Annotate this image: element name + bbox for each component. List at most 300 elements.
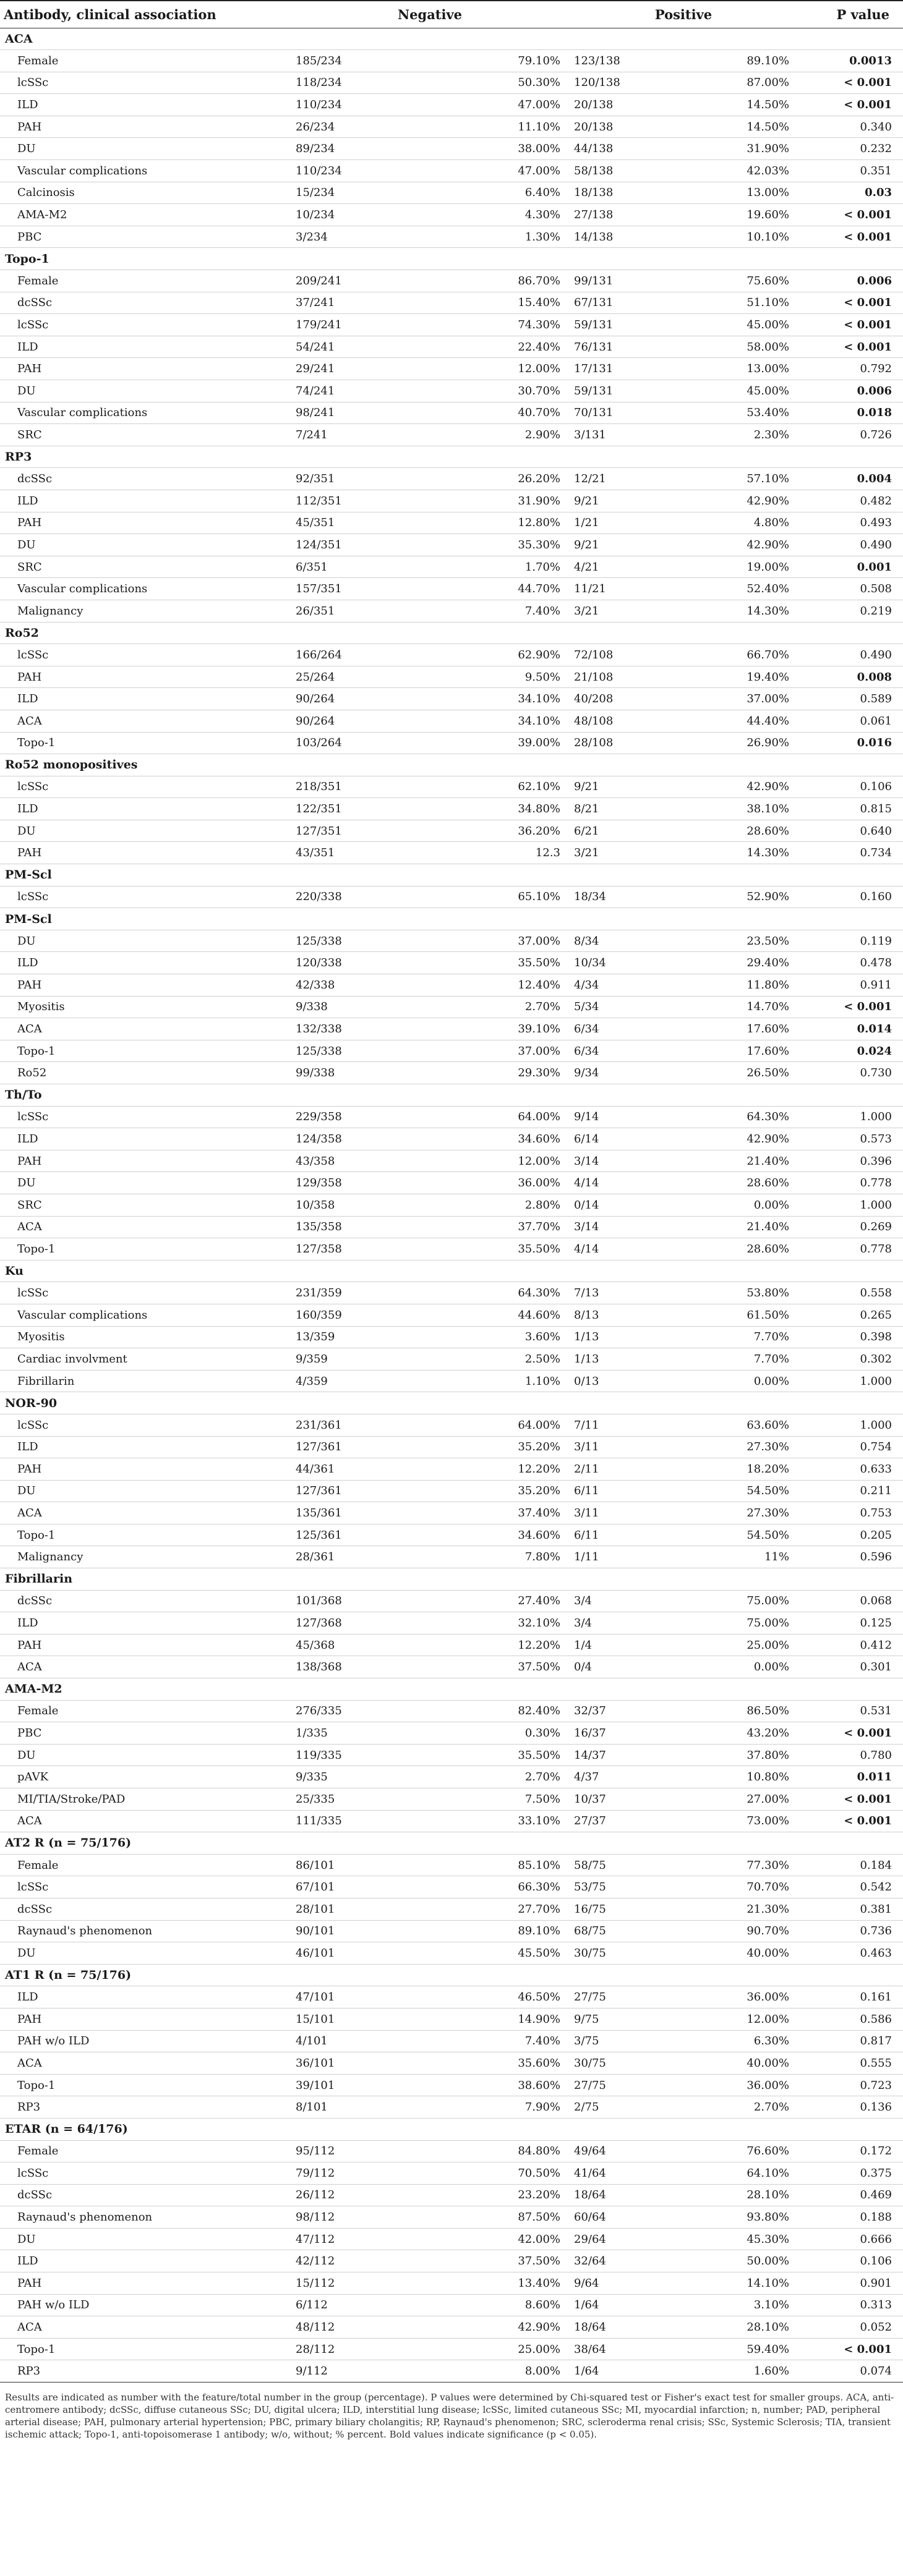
negative-percent: 37.50% — [518, 1660, 560, 1674]
negative-count: 135/361 — [296, 1507, 342, 1520]
negative-percent: 64.00% — [518, 1418, 560, 1432]
feature-label: PAH — [17, 1638, 42, 1652]
positive-count: 4/37 — [574, 1770, 599, 1784]
positive-count: 3/11 — [574, 1440, 599, 1454]
p-value: 0.398 — [860, 1330, 892, 1344]
positive-count: 2/75 — [574, 2101, 599, 2114]
group-header-row — [0, 446, 903, 468]
positive-percent: 6.30% — [753, 2034, 789, 2048]
feature-label: PAH — [17, 120, 42, 134]
negative-percent: 35.30% — [518, 538, 560, 551]
p-value: < 0.001 — [844, 208, 892, 222]
positive-count: 3/4 — [574, 1594, 592, 1608]
feature-label: Topo-1 — [17, 1242, 56, 1256]
table-row — [0, 1106, 903, 1128]
p-value: < 0.001 — [844, 1814, 892, 1828]
positive-percent: 45.00% — [747, 384, 789, 397]
negative-percent: 0.30% — [524, 1727, 560, 1740]
p-value: 0.211 — [860, 1484, 892, 1498]
group-title: AT2 R (n = 75/176) — [5, 1836, 132, 1850]
negative-percent: 89.10% — [518, 1924, 560, 1938]
positive-percent: 50.00% — [747, 2255, 789, 2268]
table-row — [0, 2162, 903, 2185]
negative-count: 9/359 — [296, 1352, 328, 1366]
positive-count: 68/75 — [574, 1924, 606, 1938]
negative-count: 9/338 — [296, 1000, 328, 1014]
negative-count: 124/358 — [296, 1132, 342, 1146]
table-row — [0, 1194, 903, 1216]
p-value: 0.184 — [860, 1858, 892, 1872]
negative-percent: 7.90% — [524, 2101, 560, 2114]
feature-label: PAH — [17, 978, 42, 992]
table-row — [0, 1898, 903, 1920]
positive-count: 44/138 — [574, 142, 614, 156]
positive-percent: 38.10% — [747, 802, 789, 816]
p-value: 0.161 — [860, 1991, 892, 2004]
table-row — [0, 424, 903, 446]
positive-count: 123/138 — [574, 54, 620, 67]
negative-percent: 35.60% — [518, 2056, 560, 2070]
negative-count: 26/351 — [296, 604, 335, 618]
feature-label: RP3 — [17, 2101, 41, 2114]
positive-percent: 14.30% — [747, 846, 789, 860]
table-row — [0, 1414, 903, 1436]
positive-percent: 86.50% — [747, 1704, 789, 1718]
negative-count: 160/359 — [296, 1308, 342, 1322]
negative-count: 179/241 — [296, 318, 342, 332]
positive-count: 0/13 — [574, 1374, 599, 1388]
positive-count: 16/75 — [574, 1902, 606, 1916]
table-row — [0, 1810, 903, 1832]
negative-count: 4/101 — [296, 2034, 328, 2048]
p-value: 0.493 — [860, 516, 892, 530]
p-value: 0.106 — [860, 2255, 892, 2268]
table-row — [0, 930, 903, 952]
negative-percent: 12.80% — [518, 516, 560, 530]
negative-count: 218/351 — [296, 780, 342, 794]
feature-label: PAH w/o ILD — [17, 2298, 90, 2312]
positive-count: 3/14 — [574, 1154, 599, 1168]
positive-percent: 7.70% — [753, 1330, 789, 1344]
negative-count: 4/359 — [296, 1374, 328, 1388]
positive-percent: 13.00% — [747, 186, 789, 200]
table-row — [0, 72, 903, 94]
p-value: 0.792 — [860, 362, 892, 376]
table-row — [0, 1590, 903, 1612]
positive-percent: 4.80% — [753, 516, 789, 530]
feature-label: ACA — [17, 1220, 42, 1234]
p-value: 0.061 — [860, 714, 892, 728]
group-title: AMA-M2 — [5, 1682, 62, 1696]
table-row — [0, 2338, 903, 2360]
p-value: < 0.001 — [844, 1792, 892, 1806]
negative-count: 112/351 — [296, 494, 342, 508]
negative-count: 6/112 — [296, 2298, 328, 2312]
table-row — [0, 688, 903, 710]
positive-percent: 42.90% — [747, 538, 789, 551]
p-value: 0.490 — [860, 538, 892, 551]
negative-percent: 38.00% — [518, 142, 560, 156]
table-row — [0, 2052, 903, 2075]
p-value: 0.119 — [860, 934, 892, 948]
negative-percent: 36.20% — [518, 824, 560, 838]
p-value: 0.558 — [860, 1286, 892, 1300]
table-row — [0, 2096, 903, 2119]
table-row — [0, 2008, 903, 2030]
table-row — [0, 1018, 903, 1040]
positive-count: 1/21 — [574, 516, 599, 530]
group-title: Fibrillarin — [5, 1572, 73, 1586]
feature-label: ILD — [17, 494, 38, 508]
negative-percent: 12.3 — [535, 846, 560, 860]
negative-percent: 64.00% — [518, 1110, 560, 1124]
positive-percent: 28.10% — [747, 2188, 789, 2202]
feature-label: Female — [17, 2145, 59, 2158]
p-value: 0.531 — [860, 1704, 892, 1718]
positive-count: 9/14 — [574, 1110, 599, 1124]
negative-count: 3/234 — [296, 230, 328, 244]
feature-label: lcSSc — [17, 1418, 49, 1432]
positive-count: 6/21 — [574, 824, 599, 838]
group-title: PM-Scl — [5, 912, 52, 926]
positive-percent: 28.60% — [747, 824, 789, 838]
positive-count: 20/138 — [574, 98, 614, 112]
group-header-row — [0, 2118, 903, 2140]
feature-label: Vascular complications — [17, 582, 148, 596]
negative-percent: 3.60% — [524, 1330, 560, 1344]
feature-label: Raynaud's phenomenon — [17, 1924, 153, 1938]
positive-percent: 19.60% — [747, 208, 789, 222]
negative-percent: 42.00% — [518, 2232, 560, 2246]
feature-label: ACA — [17, 1507, 42, 1520]
feature-label: Calcinosis — [17, 186, 75, 200]
positive-count: 10/34 — [574, 956, 606, 970]
negative-percent: 37.70% — [518, 1220, 560, 1234]
negative-count: 28/361 — [296, 1550, 335, 1564]
negative-count: 125/338 — [296, 1044, 342, 1058]
p-value: 0.302 — [860, 1352, 892, 1366]
negative-count: 127/351 — [296, 824, 342, 838]
positive-percent: 43.20% — [747, 1727, 789, 1740]
negative-percent: 35.50% — [518, 1242, 560, 1256]
feature-label: lcSSc — [17, 76, 49, 90]
feature-label: lcSSc — [17, 2166, 49, 2180]
positive-count: 67/131 — [574, 296, 614, 310]
positive-count: 4/14 — [574, 1242, 599, 1256]
positive-percent: 42.90% — [747, 1132, 789, 1146]
feature-label: ACA — [17, 714, 42, 728]
table-row — [0, 666, 903, 688]
header-negative: Negative — [397, 6, 463, 22]
group-header-row — [0, 1832, 903, 1855]
positive-percent: 63.60% — [747, 1418, 789, 1432]
negative-count: 86/101 — [296, 1858, 335, 1872]
feature-label: SRC — [17, 428, 42, 441]
positive-percent: 21.30% — [747, 1902, 789, 1916]
negative-percent: 44.70% — [518, 582, 560, 596]
positive-count: 5/34 — [574, 1000, 599, 1014]
positive-count: 9/34 — [574, 1066, 599, 1080]
negative-percent: 35.20% — [518, 1440, 560, 1454]
p-value: < 0.001 — [844, 76, 892, 90]
negative-count: 185/234 — [296, 54, 342, 67]
positive-count: 0/4 — [574, 1660, 592, 1674]
table-row — [0, 1458, 903, 1481]
positive-count: 1/4 — [574, 1638, 592, 1652]
positive-count: 59/131 — [574, 318, 614, 332]
feature-label: DU — [17, 538, 36, 551]
p-value: 0.726 — [860, 428, 892, 441]
negative-count: 37/241 — [296, 296, 335, 310]
positive-percent: 54.50% — [747, 1528, 789, 1542]
negative-count: 10/234 — [296, 208, 335, 222]
group-title: Topo-1 — [5, 252, 49, 266]
p-value: 0.734 — [860, 846, 892, 860]
negative-percent: 65.10% — [518, 890, 560, 904]
negative-count: 209/241 — [296, 274, 342, 287]
positive-count: 27/75 — [574, 1991, 606, 2004]
negative-percent: 45.50% — [518, 1946, 560, 1960]
positive-percent: 2.30% — [753, 428, 789, 441]
positive-count: 3/4 — [574, 1617, 592, 1630]
negative-percent: 8.60% — [524, 2298, 560, 2312]
feature-label: ILD — [17, 1617, 38, 1630]
p-value: 0.396 — [860, 1154, 892, 1168]
table-row — [0, 2316, 903, 2339]
table-row — [0, 578, 903, 600]
feature-label: ACA — [17, 1660, 42, 1674]
negative-percent: 64.30% — [518, 1286, 560, 1300]
group-header-row — [0, 1084, 903, 1107]
feature-label: ILD — [17, 802, 38, 816]
negative-percent: 12.40% — [518, 978, 560, 992]
positive-count: 70/131 — [574, 406, 614, 420]
p-value: < 0.001 — [844, 98, 892, 112]
p-value: 0.232 — [860, 142, 892, 156]
p-value: 0.478 — [860, 956, 892, 970]
positive-percent: 66.70% — [747, 648, 789, 661]
positive-count: 58/138 — [574, 164, 614, 177]
negative-count: 90/264 — [296, 714, 335, 728]
negative-count: 120/338 — [296, 956, 342, 970]
negative-count: 7/241 — [296, 428, 328, 441]
table-row — [0, 886, 903, 908]
positive-count: 41/64 — [574, 2166, 606, 2180]
negative-count: 99/338 — [296, 1066, 335, 1080]
p-value: 0.482 — [860, 494, 892, 508]
table-row — [0, 600, 903, 622]
header-positive: Positive — [654, 6, 713, 22]
feature-label: PAH — [17, 1462, 42, 1476]
negative-count: 119/335 — [296, 1748, 342, 1762]
negative-percent: 13.40% — [518, 2276, 560, 2290]
positive-percent: 28.60% — [747, 1242, 789, 1256]
feature-label: ACA — [17, 1022, 42, 1036]
negative-percent: 32.10% — [518, 1617, 560, 1630]
feature-label: PAH — [17, 846, 42, 860]
negative-percent: 70.50% — [518, 2166, 560, 2180]
negative-count: 127/368 — [296, 1617, 342, 1630]
feature-label: lcSSc — [17, 1881, 49, 1894]
negative-percent: 8.00% — [524, 2365, 560, 2378]
negative-count: 54/241 — [296, 340, 335, 354]
group-title: NOR-90 — [5, 1396, 58, 1410]
table-footnote: Results are indicated as number with the feature/total number in the group (percentage). P values were determined by Chi-squared test or Fisher's exact test for smaller groups. ACA, anti-centromere antibody; dcSSc, diffuse cutaneous SSc; DU, digital ulcera; ILD, interstitial lung disease; lcSSc, limited cutaneous SSc; MI, myocardial infarction; n, number; PAD, peripheral arterial disease; PAH, pulmonary arterial hypertension; PBC, primary biliary cholangitis; RP, Raynaud's phenomenon; SRC, scleroderma renal crisis; SSc, Systemic Sclerosis; TIA, transient ischemic attack; Topo-1, anti-topoisomerase 1 antibody; w/o, without; % percent. Bold values indicate significance (p < 0.05). — [5, 2392, 894, 2440]
table-row — [0, 402, 903, 424]
negative-percent: 2.80% — [524, 1198, 560, 1212]
positive-percent: 58.00% — [747, 340, 789, 354]
group-title: AT1 R (n = 75/176) — [5, 1968, 132, 1983]
negative-percent: 11.10% — [518, 120, 560, 134]
negative-count: 229/358 — [296, 1110, 342, 1124]
positive-count: 10/37 — [574, 1792, 606, 1806]
positive-percent: 19.40% — [747, 670, 789, 684]
negative-percent: 35.20% — [518, 1484, 560, 1498]
negative-percent: 7.50% — [524, 1792, 560, 1806]
feature-label: dcSSc — [17, 1594, 53, 1608]
p-value: 0.723 — [860, 2078, 892, 2092]
positive-count: 18/34 — [574, 890, 606, 904]
table-row — [0, 776, 903, 798]
feature-label: Topo-1 — [17, 1044, 56, 1058]
p-value: 0.542 — [860, 1881, 892, 1894]
table-row — [0, 138, 903, 160]
positive-count: 28/108 — [574, 736, 614, 750]
positive-percent: 52.40% — [747, 582, 789, 596]
negative-percent: 12.20% — [518, 1462, 560, 1476]
negative-percent: 37.40% — [518, 1507, 560, 1520]
negative-percent: 14.90% — [518, 2012, 560, 2026]
positive-count: 11/21 — [574, 582, 606, 596]
group-title: Ro52 — [5, 626, 39, 640]
feature-label: DU — [17, 1748, 36, 1762]
table-row — [0, 2184, 903, 2206]
positive-percent: 0.00% — [753, 1198, 789, 1212]
positive-count: 58/75 — [574, 1858, 606, 1872]
negative-count: 47/101 — [296, 1991, 335, 2004]
table-row — [0, 358, 903, 380]
feature-label: Topo-1 — [17, 2342, 56, 2356]
negative-count: 127/358 — [296, 1242, 342, 1256]
negative-count: 44/361 — [296, 1462, 335, 1476]
positive-count: 30/75 — [574, 1946, 606, 1960]
negative-count: 9/335 — [296, 1770, 328, 1784]
feature-label: Vascular complications — [17, 406, 148, 420]
positive-count: 72/108 — [574, 648, 614, 661]
negative-percent: 40.70% — [518, 406, 560, 420]
p-value: 0.172 — [860, 2145, 892, 2158]
negative-count: 36/101 — [296, 2056, 335, 2070]
positive-count: 21/108 — [574, 670, 614, 684]
feature-label: Topo-1 — [17, 1528, 56, 1542]
negative-count: 125/361 — [296, 1528, 342, 1542]
negative-percent: 38.60% — [518, 2078, 560, 2092]
table-row — [0, 1326, 903, 1348]
p-value: 0.817 — [860, 2034, 892, 2048]
negative-count: 46/101 — [296, 1946, 335, 1960]
feature-label: PAH — [17, 516, 42, 530]
table-row — [0, 2294, 903, 2316]
positive-count: 8/34 — [574, 934, 599, 948]
negative-count: 45/368 — [296, 1638, 335, 1652]
p-value: 0.004 — [857, 472, 892, 486]
positive-percent: 75.00% — [747, 1594, 789, 1608]
positive-count: 49/64 — [574, 2145, 606, 2158]
positive-percent: 52.90% — [747, 890, 789, 904]
table-row — [0, 116, 903, 138]
positive-percent: 21.40% — [747, 1154, 789, 1168]
negative-count: 118/234 — [296, 76, 342, 90]
positive-count: 16/37 — [574, 1727, 606, 1740]
p-value: 0.753 — [860, 1507, 892, 1520]
positive-percent: 42.90% — [747, 494, 789, 508]
feature-label: Ro52 — [17, 1066, 47, 1080]
table-row — [0, 2074, 903, 2096]
positive-count: 59/131 — [574, 384, 614, 397]
p-value: 0.573 — [860, 1132, 892, 1146]
table-row — [0, 512, 903, 534]
positive-percent: 89.10% — [747, 54, 789, 67]
table-row — [0, 556, 903, 578]
p-value: 0.052 — [860, 2321, 892, 2334]
negative-percent: 23.20% — [518, 2188, 560, 2202]
p-value: 0.351 — [860, 164, 892, 177]
positive-percent: 29.40% — [747, 956, 789, 970]
negative-count: 132/338 — [296, 1022, 342, 1036]
table-row — [0, 1546, 903, 1568]
negative-count: 8/101 — [296, 2101, 328, 2114]
p-value: 0.001 — [857, 560, 892, 574]
feature-label: ACA — [17, 1814, 42, 1828]
table-row — [0, 974, 903, 997]
positive-percent: 23.50% — [747, 934, 789, 948]
table-row — [0, 1788, 903, 1811]
positive-count: 4/21 — [574, 560, 599, 574]
negative-percent: 4.30% — [524, 208, 560, 222]
negative-percent: 74.30% — [518, 318, 560, 332]
p-value: 0.160 — [860, 890, 892, 904]
positive-count: 12/21 — [574, 472, 606, 486]
feature-label: PAH — [17, 1154, 42, 1168]
feature-label: ILD — [17, 956, 38, 970]
p-value: 0.205 — [860, 1528, 892, 1542]
negative-percent: 35.50% — [518, 956, 560, 970]
p-value: 0.313 — [860, 2298, 892, 2312]
positive-count: 4/14 — [574, 1176, 599, 1190]
table-row — [0, 1524, 903, 1546]
feature-label: Myositis — [17, 1330, 65, 1344]
negative-percent: 44.60% — [518, 1308, 560, 1322]
table-row — [0, 1304, 903, 1326]
negative-percent: 12.20% — [518, 1638, 560, 1652]
feature-label: pAVK — [17, 1770, 49, 1784]
p-value: 0.596 — [860, 1550, 892, 1564]
table-row — [0, 160, 903, 182]
negative-percent: 42.90% — [518, 2321, 560, 2334]
group-title: ETAR (n = 64/176) — [5, 2122, 128, 2136]
positive-percent: 10.10% — [747, 230, 789, 244]
table-row — [0, 1656, 903, 1678]
p-value: 0.188 — [860, 2211, 892, 2224]
feature-label: lcSSc — [17, 890, 49, 904]
table-row — [0, 1942, 903, 1965]
table-row — [0, 2030, 903, 2052]
table-row — [0, 820, 903, 842]
p-value: 0.301 — [860, 1660, 892, 1674]
feature-label: Female — [17, 1704, 59, 1718]
group-header-row — [0, 1260, 903, 1282]
negative-count: 6/351 — [296, 560, 328, 574]
